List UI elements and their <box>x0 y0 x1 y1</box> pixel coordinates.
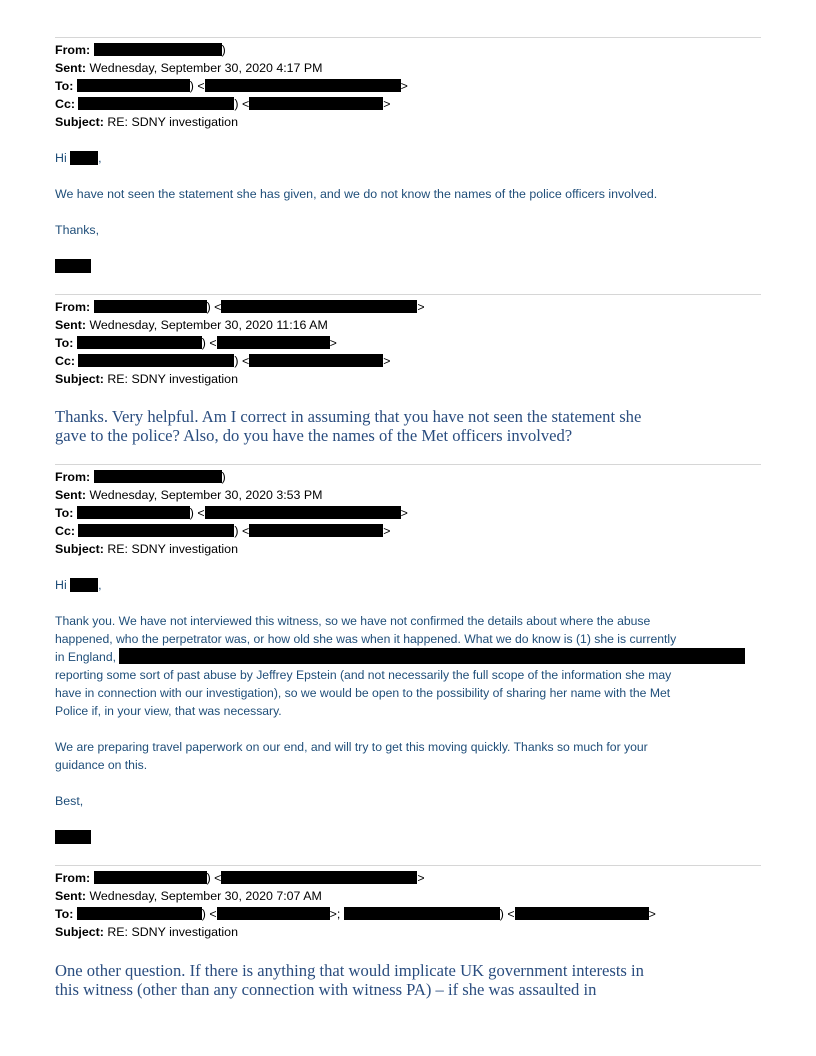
subject-label: Subject: <box>55 925 104 939</box>
redaction-block <box>205 79 401 92</box>
body-line: Thanks. Very helpful. Am I correct in assuming that you have not seen the statement she <box>55 407 642 426</box>
body-line: We are preparing travel paperwork on our end, and will try to get this moving quickly. Thanks so much for your <box>55 740 648 754</box>
greeting: Hi , <box>55 151 102 165</box>
cc-label: Cc: <box>55 524 75 538</box>
sent-value: Wednesday, September 30, 2020 7:07 AM <box>89 889 322 903</box>
body-paragraph <box>55 738 761 774</box>
redaction-block <box>344 907 500 920</box>
subject-label: Subject: <box>55 372 104 386</box>
redaction-block <box>77 79 190 92</box>
to-mid: ) < <box>189 506 205 520</box>
email-body-3 <box>55 576 761 594</box>
body-line: One other question. If there is anything that would implicate UK government interests in <box>55 961 644 980</box>
cc-row <box>55 95 761 113</box>
separator-rule <box>55 464 761 465</box>
subject-value: RE: SDNY investigation <box>107 542 238 556</box>
subject-row <box>55 370 761 388</box>
redaction-block <box>515 907 649 920</box>
redaction-block <box>70 151 98 165</box>
to-tail: > <box>400 79 408 93</box>
to-label: To: <box>55 336 74 350</box>
body-line: reporting some sort of past abuse by Jeffrey Epstein (and not necessarily the full scope of the information she may <box>55 668 672 682</box>
sent-label: Sent: <box>55 889 86 903</box>
subject-label: Subject: <box>55 115 104 129</box>
email-header-1 <box>55 41 761 131</box>
body-line: have in connection with our investigation), so we would be open to the possibility of sharing her name with the Met <box>55 686 671 700</box>
to-mid: ) < <box>201 907 217 921</box>
redaction-block <box>249 97 383 110</box>
to-row <box>55 905 761 923</box>
from-mid: ) < <box>206 871 222 885</box>
email-header-2 <box>55 298 761 388</box>
from-row <box>55 468 761 486</box>
separator-rule <box>55 865 761 866</box>
email-header-3 <box>55 468 761 558</box>
from-tail: > <box>417 871 425 885</box>
redaction-block <box>94 300 207 313</box>
redaction-block <box>94 871 207 884</box>
from-tail: ) <box>221 43 226 57</box>
signature-redaction <box>55 259 91 273</box>
cc-mid: ) < <box>234 354 250 368</box>
redaction-block <box>221 300 417 313</box>
to-tail: > <box>400 506 408 520</box>
redaction-block <box>94 43 222 56</box>
sent-label: Sent: <box>55 488 86 502</box>
body-line: Police if, in your view, that was necessary. <box>55 704 282 718</box>
to-tail: > <box>648 907 656 921</box>
email-body-1 <box>55 149 761 167</box>
from-label: From: <box>55 300 91 314</box>
cc-label: Cc: <box>55 97 75 111</box>
redaction-block <box>217 907 330 920</box>
subject-label: Subject: <box>55 542 104 556</box>
redaction-block <box>94 470 222 483</box>
body-line: guidance on this. <box>55 758 148 772</box>
redaction-block <box>221 871 417 884</box>
to-mid: ) < <box>189 79 205 93</box>
greeting: Hi , <box>55 578 102 592</box>
to-tail: > <box>329 336 337 350</box>
from-mid: ) < <box>206 300 222 314</box>
to-label: To: <box>55 506 74 520</box>
from-row <box>55 869 761 887</box>
redaction-block <box>249 354 383 367</box>
from-tail: > <box>417 300 425 314</box>
body-line: gave to the police? Also, do you have the names of the Met officers involved? <box>55 426 573 445</box>
body-line: Thank you. We have not interviewed this witness, so we have not confirmed the details about where the abuse <box>55 614 651 628</box>
to-separator: >; <box>329 907 341 921</box>
cc-mid: ) < <box>234 97 250 111</box>
subject-row <box>55 540 761 558</box>
cc-row <box>55 352 761 370</box>
redaction-block <box>77 506 190 519</box>
cc-row <box>55 522 761 540</box>
sent-value: Wednesday, September 30, 2020 11:16 AM <box>89 318 328 332</box>
redaction-block <box>249 524 383 537</box>
sent-row <box>55 887 761 905</box>
body-line: happened, who the perpetrator was, or how old she was when it happened. What we do know is (1) she is currently <box>55 632 677 646</box>
sent-value: Wednesday, September 30, 2020 3:53 PM <box>89 488 323 502</box>
redaction-block <box>217 336 330 349</box>
sent-row <box>55 316 761 334</box>
cc-tail: > <box>383 354 391 368</box>
subject-value: RE: SDNY investigation <box>107 925 238 939</box>
body-paragraph: We have not seen the statement she has given, and we do not know the names of the police officers involved. <box>55 187 658 201</box>
from-label: From: <box>55 43 91 57</box>
from-row <box>55 298 761 316</box>
cc-tail: > <box>383 524 391 538</box>
to-row <box>55 77 761 95</box>
redaction-block <box>205 506 401 519</box>
from-tail: ) <box>221 470 226 484</box>
from-label: From: <box>55 871 91 885</box>
subject-value: RE: SDNY investigation <box>107 115 238 129</box>
separator-rule <box>55 294 761 295</box>
to-label: To: <box>55 907 74 921</box>
to-mid: ) < <box>201 336 217 350</box>
from-label: From: <box>55 470 91 484</box>
subject-row <box>55 113 761 131</box>
redaction-block <box>78 524 234 537</box>
body-line: in England, <box>55 648 761 666</box>
signature-redaction <box>55 830 91 844</box>
to-label: To: <box>55 79 74 93</box>
redaction-block <box>119 648 745 664</box>
email-body-2 <box>55 407 763 445</box>
redaction-block <box>78 354 234 367</box>
body-line: this witness (other than any connection with witness PA) – if she was assaulted in <box>55 980 597 999</box>
cc-mid: ) < <box>234 524 250 538</box>
cc-label: Cc: <box>55 354 75 368</box>
body-paragraph <box>55 612 761 720</box>
redaction-block <box>70 578 98 592</box>
redaction-block <box>78 97 234 110</box>
sent-value: Wednesday, September 30, 2020 4:17 PM <box>89 61 323 75</box>
sent-label: Sent: <box>55 61 86 75</box>
subject-value: RE: SDNY investigation <box>107 372 238 386</box>
email-header-4 <box>55 869 761 941</box>
redaction-block <box>77 907 202 920</box>
email-body-4 <box>55 961 763 999</box>
to-row <box>55 334 761 352</box>
sent-row <box>55 59 761 77</box>
cc-tail: > <box>383 97 391 111</box>
to-row <box>55 504 761 522</box>
signoff: Best, <box>55 794 84 808</box>
sent-label: Sent: <box>55 318 86 332</box>
redaction-block <box>77 336 202 349</box>
subject-row <box>55 923 761 941</box>
to-mid: ) < <box>499 907 515 921</box>
separator-rule <box>55 37 761 38</box>
signoff: Thanks, <box>55 223 100 237</box>
sent-row <box>55 486 761 504</box>
from-row <box>55 41 761 59</box>
